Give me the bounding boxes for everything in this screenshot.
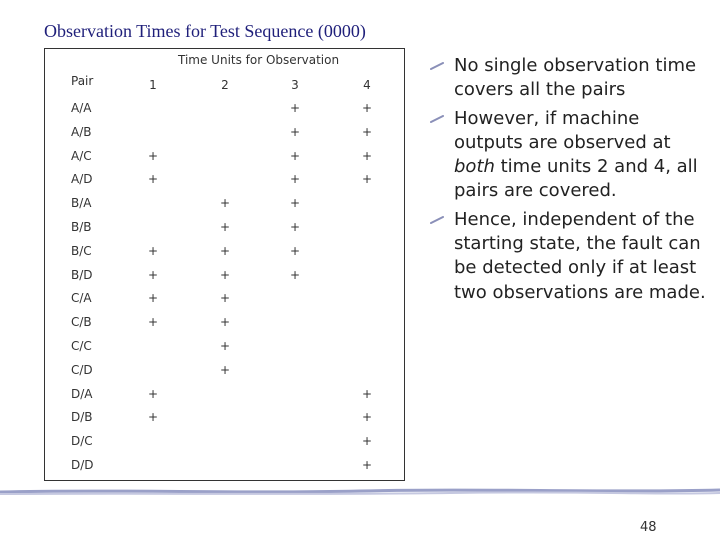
pair-label: B/D <box>71 267 93 282</box>
coverage-mark: + <box>289 243 301 258</box>
coverage-mark: + <box>219 291 231 306</box>
bullet-text: However, if machine outputs are observed at <box>454 107 671 153</box>
emphasis-text: both <box>454 156 495 178</box>
coverage-mark: + <box>147 291 159 306</box>
coverage-mark: + <box>219 339 231 353</box>
coverage-mark: + <box>361 386 373 401</box>
pair-label: A/D <box>71 172 93 187</box>
column-header: 3 <box>291 78 299 92</box>
bullet-text: Hence, independent of the starting state, the fault can be detected only if at least two observations are made. <box>454 208 706 303</box>
pair-label: D/A <box>71 386 93 401</box>
coverage-mark: + <box>219 220 231 234</box>
pair-label: C/C <box>71 339 92 353</box>
pair-label: A/A <box>71 101 92 115</box>
pair-label: B/C <box>71 243 92 258</box>
pair-label: D/C <box>71 434 93 449</box>
quill-bullet-icon <box>430 216 444 224</box>
coverage-mark: + <box>361 410 373 425</box>
coverage-mark: + <box>147 243 159 258</box>
bullet-text: No single observation time covers all the pairs <box>454 55 697 101</box>
pair-label: B/B <box>71 220 92 234</box>
footer-divider <box>0 482 720 502</box>
pair-label: D/B <box>71 410 93 425</box>
column-header: 4 <box>363 78 371 92</box>
coverage-mark: + <box>147 172 159 187</box>
coverage-mark: + <box>361 101 373 115</box>
table-caption: Time Units for Observation <box>178 53 340 67</box>
coverage-mark: + <box>361 458 373 472</box>
bullet-list <box>430 54 710 309</box>
coverage-mark: + <box>219 315 231 330</box>
coverage-mark: + <box>289 101 301 115</box>
pair-header: Pair <box>71 74 94 88</box>
coverage-mark: + <box>361 124 373 139</box>
coverage-mark: + <box>147 386 159 401</box>
bullet-text: time units 2 and 4, all pairs are covered. <box>454 156 698 202</box>
pair-label: A/B <box>71 124 92 139</box>
pair-label: B/A <box>71 196 92 211</box>
pair-label: C/D <box>71 362 93 377</box>
quill-bullet-icon <box>430 115 444 123</box>
coverage-mark: + <box>147 410 159 425</box>
bullet-item <box>430 54 710 103</box>
coverage-mark: + <box>289 148 301 163</box>
pair-label: C/B <box>71 315 92 330</box>
observation-table <box>44 48 405 481</box>
pair-label: C/A <box>71 291 92 306</box>
column-header: 1 <box>149 78 157 92</box>
quill-bullet-icon <box>430 62 444 70</box>
bullet-item <box>430 107 710 204</box>
coverage-mark: + <box>219 243 231 258</box>
column-header: 2 <box>221 78 229 92</box>
coverage-mark: + <box>289 196 301 211</box>
coverage-mark: + <box>289 220 301 234</box>
coverage-mark: + <box>219 267 231 282</box>
pair-label: D/D <box>71 458 94 472</box>
coverage-mark: + <box>361 434 373 449</box>
coverage-mark: + <box>361 172 373 187</box>
slide-title: Observation Times for Test Sequence (0000) <box>44 21 366 41</box>
coverage-mark: + <box>289 124 301 139</box>
bullet-item <box>430 208 710 305</box>
pair-label: A/C <box>71 148 92 163</box>
coverage-mark: + <box>219 362 231 377</box>
coverage-mark: + <box>147 148 159 163</box>
coverage-mark: + <box>147 315 159 330</box>
coverage-mark: + <box>147 267 159 282</box>
page-number: 48 <box>640 520 657 535</box>
coverage-mark: + <box>361 148 373 163</box>
coverage-mark: + <box>219 196 231 211</box>
coverage-mark: + <box>289 267 301 282</box>
coverage-mark: + <box>289 172 301 187</box>
